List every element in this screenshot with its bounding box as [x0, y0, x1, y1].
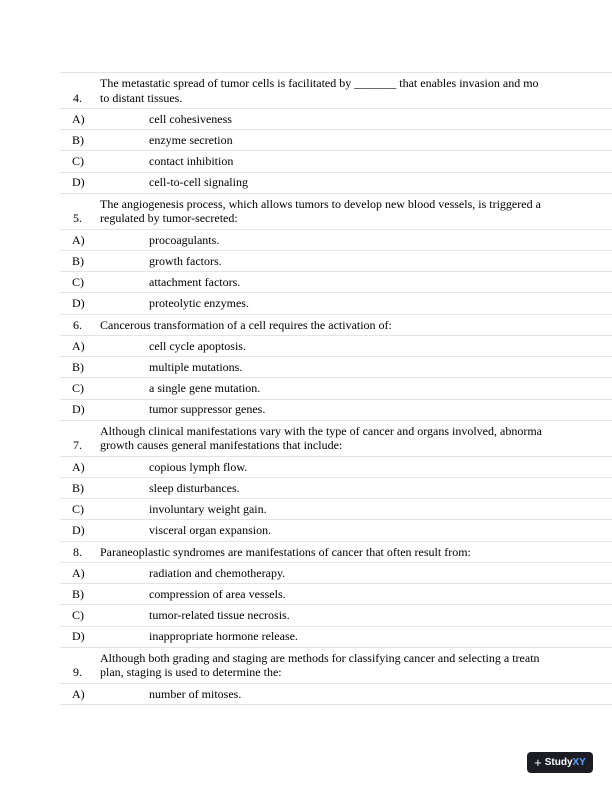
answer-option	[60, 150, 612, 171]
option-label: A)	[72, 111, 85, 126]
question-text: Although both grading and staging are methods for classifying cancer and selecting a treatn plan, staging is used to determine the:	[100, 650, 540, 680]
answer-option	[60, 583, 612, 604]
option-text: compression of area vessels.	[149, 587, 286, 602]
answer-option	[60, 356, 612, 377]
option-text: cell-to-cell signaling	[149, 175, 248, 190]
question-text: Although clinical manifestations vary with the type of cancer and organs involved, abnorma growth causes general manifestations that include:	[100, 423, 542, 453]
option-label: A)	[72, 459, 85, 474]
answer-option	[60, 108, 612, 129]
plus-icon: +	[534, 755, 542, 770]
option-text: a single gene mutation.	[149, 381, 261, 396]
option-label: C)	[72, 381, 84, 396]
option-label: D)	[72, 296, 85, 311]
option-label: A)	[72, 686, 85, 701]
answer-option	[60, 229, 612, 250]
answer-option	[60, 129, 612, 150]
brand-name-suffix: XY	[572, 757, 586, 768]
question-text: The metastatic spread of tumor cells is facilitated by _______ that enables invasion and mo to distant tissues.	[100, 76, 539, 105]
answer-option	[60, 626, 612, 647]
option-label: A)	[72, 232, 85, 247]
question-row	[60, 314, 612, 336]
option-text: cell cohesiveness	[149, 111, 232, 126]
answer-option	[60, 250, 612, 271]
option-label: B)	[72, 587, 84, 602]
answer-option	[60, 519, 612, 540]
question-row	[60, 420, 612, 456]
answer-option	[60, 477, 612, 498]
option-text: tumor-related tissue necrosis.	[149, 608, 290, 623]
option-label: B)	[72, 360, 84, 375]
option-text: procoagulants.	[149, 232, 220, 247]
answer-option	[60, 335, 612, 356]
option-label: B)	[72, 253, 84, 268]
answer-option	[60, 172, 612, 193]
question-text: Cancerous transformation of a cell requires the activation of:	[100, 317, 392, 332]
option-text: attachment factors.	[149, 274, 241, 289]
option-label: D)	[72, 175, 85, 190]
option-text: inappropriate hormone release.	[149, 629, 298, 644]
option-label: B)	[72, 480, 84, 495]
option-label: C)	[72, 608, 84, 623]
question-number: 9.	[73, 665, 82, 680]
studyxy-badge[interactable]	[527, 752, 593, 773]
option-label: A)	[72, 338, 85, 353]
question-text: The angiogenesis process, which allows tumors to develop new blood vessels, is triggered a regulated by tumor-secreted:	[100, 196, 541, 226]
answer-option	[60, 562, 612, 583]
question-row	[60, 647, 612, 683]
option-text: tumor suppressor genes.	[149, 402, 266, 417]
question-row	[60, 541, 612, 563]
question-number: 6.	[73, 317, 82, 332]
option-label: D)	[72, 523, 85, 538]
answer-option	[60, 498, 612, 519]
question-number: 5.	[73, 211, 82, 226]
option-label: A)	[72, 565, 85, 580]
option-text: growth factors.	[149, 253, 222, 268]
answer-option	[60, 271, 612, 292]
option-text: radiation and chemotherapy.	[149, 565, 286, 580]
question-row	[60, 72, 612, 108]
option-text: number of mitoses.	[149, 686, 242, 701]
option-label: C)	[72, 274, 84, 289]
option-label: C)	[72, 154, 84, 169]
question-number: 8.	[73, 544, 82, 559]
option-text: visceral organ expansion.	[149, 523, 272, 538]
option-text: contact inhibition	[149, 154, 234, 169]
option-text: multiple mutations.	[149, 360, 243, 375]
question-number: 4.	[73, 90, 82, 105]
option-label: C)	[72, 501, 84, 516]
option-text: sleep disturbances.	[149, 480, 240, 495]
brand-name: Study	[544, 757, 573, 768]
option-text: enzyme secretion	[149, 133, 233, 148]
answer-option	[60, 456, 612, 477]
answer-option	[60, 292, 612, 313]
option-text: cell cycle apoptosis.	[149, 338, 246, 353]
question-row	[60, 193, 612, 229]
question-list	[60, 72, 612, 705]
question-number: 7.	[73, 438, 82, 453]
option-label: B)	[72, 133, 84, 148]
question-text: Paraneoplastic syndromes are manifestations of cancer that often result from:	[100, 544, 471, 559]
option-label: D)	[72, 629, 85, 644]
option-text: involuntary weight gain.	[149, 501, 267, 516]
option-text: proteolytic enzymes.	[149, 296, 249, 311]
answer-option	[60, 683, 612, 705]
answer-option	[60, 399, 612, 420]
answer-option	[60, 377, 612, 398]
answer-option	[60, 604, 612, 625]
option-text: copious lymph flow.	[149, 459, 248, 474]
option-label: D)	[72, 402, 85, 417]
